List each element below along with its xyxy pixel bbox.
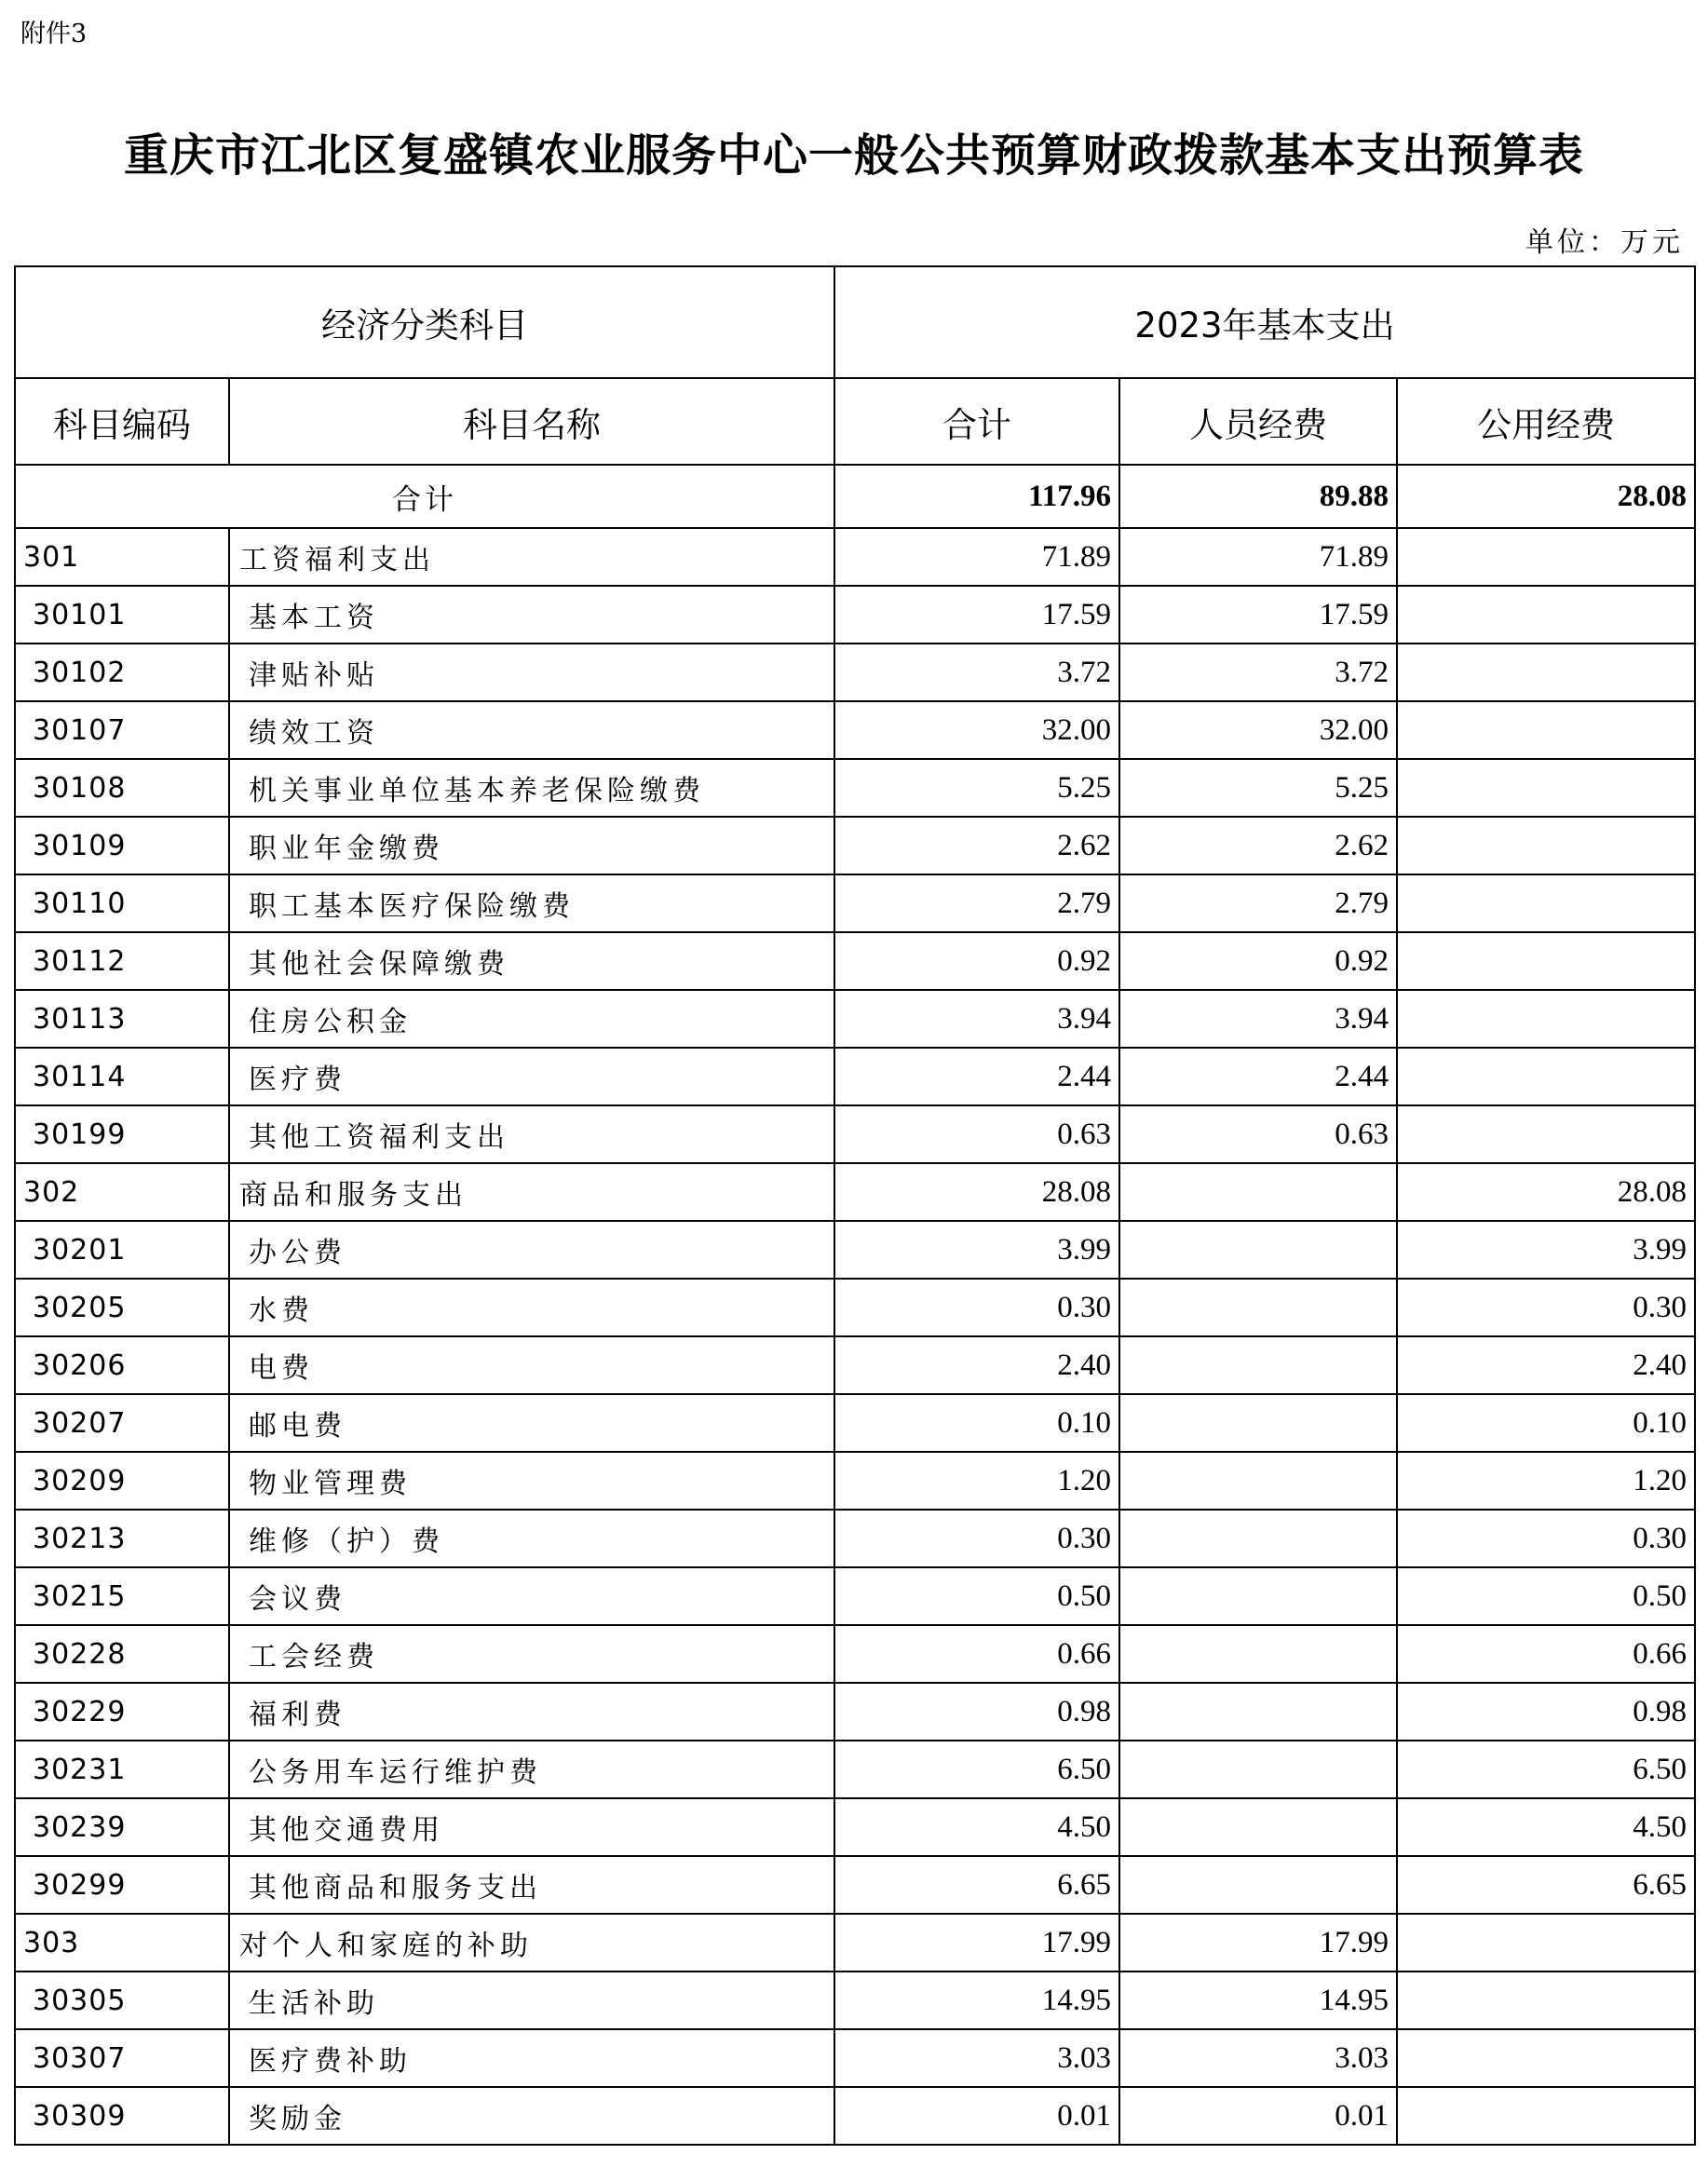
code-column-header: 科目编码 xyxy=(15,378,229,465)
row-public xyxy=(1397,759,1695,817)
row-personnel: 0.01 xyxy=(1119,2087,1397,2145)
row-public xyxy=(1397,990,1695,1048)
row-total: 0.30 xyxy=(834,1510,1119,1567)
row-total: 0.10 xyxy=(834,1394,1119,1452)
row-name: 邮电费 xyxy=(229,1394,834,1452)
table-row xyxy=(15,1048,1695,1105)
table-row xyxy=(15,932,1695,990)
row-name: 医疗费 xyxy=(229,1048,834,1105)
row-name: 津贴补贴 xyxy=(229,644,834,701)
row-personnel xyxy=(1119,1452,1397,1510)
row-name: 职业年金缴费 xyxy=(229,817,834,874)
row-code: 301 xyxy=(15,528,229,586)
row-name: 福利费 xyxy=(229,1683,834,1741)
table-row xyxy=(15,2087,1695,2145)
row-total: 3.03 xyxy=(834,2029,1119,2087)
name-column-header: 科目名称 xyxy=(229,378,834,465)
row-public xyxy=(1397,932,1695,990)
row-personnel xyxy=(1119,1510,1397,1567)
row-name: 其他商品和服务支出 xyxy=(229,1856,834,1914)
row-personnel xyxy=(1119,1798,1397,1856)
row-personnel xyxy=(1119,1336,1397,1394)
row-name: 维修（护）费 xyxy=(229,1510,834,1567)
row-code: 302 xyxy=(15,1163,229,1221)
table-row xyxy=(15,1105,1695,1163)
row-personnel: 3.03 xyxy=(1119,2029,1397,2087)
table-row xyxy=(15,1336,1695,1394)
table-row xyxy=(15,874,1695,932)
row-total: 3.72 xyxy=(834,644,1119,701)
table-row xyxy=(15,644,1695,701)
row-public: 0.98 xyxy=(1397,1683,1695,1741)
table-row xyxy=(15,1452,1695,1510)
row-name: 生活补助 xyxy=(229,1972,834,2029)
row-total: 0.98 xyxy=(834,1683,1119,1741)
row-public xyxy=(1397,874,1695,932)
row-total: 32.00 xyxy=(834,701,1119,759)
table-row xyxy=(15,1798,1695,1856)
row-personnel: 5.25 xyxy=(1119,759,1397,817)
row-name: 其他交通费用 xyxy=(229,1798,834,1856)
table-row xyxy=(15,1914,1695,1972)
row-total: 17.99 xyxy=(834,1914,1119,1972)
row-name: 住房公积金 xyxy=(229,990,834,1048)
row-name: 公务用车运行维护费 xyxy=(229,1741,834,1798)
row-code: 30207 xyxy=(15,1394,229,1452)
row-code: 30112 xyxy=(15,932,229,990)
row-total: 5.25 xyxy=(834,759,1119,817)
table-row xyxy=(15,1221,1695,1279)
row-total: 14.95 xyxy=(834,1972,1119,2029)
row-code: 30107 xyxy=(15,701,229,759)
row-public: 6.65 xyxy=(1397,1856,1695,1914)
row-public: 28.08 xyxy=(1397,1163,1695,1221)
row-personnel xyxy=(1119,1279,1397,1336)
attachment-label: 附件3 xyxy=(20,20,88,48)
row-personnel: 71.89 xyxy=(1119,528,1397,586)
table-row xyxy=(15,586,1695,644)
row-code: 30215 xyxy=(15,1567,229,1625)
table-row xyxy=(15,817,1695,874)
row-name: 物业管理费 xyxy=(229,1452,834,1510)
row-public: 3.99 xyxy=(1397,1221,1695,1279)
row-personnel: 3.72 xyxy=(1119,644,1397,701)
row-code: 30228 xyxy=(15,1625,229,1683)
row-code: 30101 xyxy=(15,586,229,644)
row-total: 0.66 xyxy=(834,1625,1119,1683)
row-code: 30108 xyxy=(15,759,229,817)
row-personnel: 17.59 xyxy=(1119,586,1397,644)
row-code: 30201 xyxy=(15,1221,229,1279)
row-public: 0.50 xyxy=(1397,1567,1695,1625)
row-total: 0.01 xyxy=(834,2087,1119,2145)
row-total: 28.08 xyxy=(834,1163,1119,1221)
table-row xyxy=(15,1972,1695,2029)
total-row-public: 28.08 xyxy=(1397,465,1695,528)
budget-table xyxy=(14,265,1696,2146)
row-personnel: 32.00 xyxy=(1119,701,1397,759)
row-code: 30239 xyxy=(15,1798,229,1856)
row-personnel: 2.79 xyxy=(1119,874,1397,932)
row-total: 0.63 xyxy=(834,1105,1119,1163)
row-name: 商品和服务支出 xyxy=(229,1163,834,1221)
row-code: 30110 xyxy=(15,874,229,932)
row-personnel: 2.62 xyxy=(1119,817,1397,874)
row-total: 2.62 xyxy=(834,817,1119,874)
row-personnel: 2.44 xyxy=(1119,1048,1397,1105)
row-public xyxy=(1397,817,1695,874)
row-public xyxy=(1397,1105,1695,1163)
row-code: 30109 xyxy=(15,817,229,874)
row-total: 6.65 xyxy=(834,1856,1119,1914)
table-row xyxy=(15,1394,1695,1452)
row-public: 0.30 xyxy=(1397,1510,1695,1567)
row-name: 奖励金 xyxy=(229,2087,834,2145)
row-name: 职工基本医疗保险缴费 xyxy=(229,874,834,932)
total-column-header: 合计 xyxy=(834,378,1119,465)
table-row xyxy=(15,701,1695,759)
row-total: 71.89 xyxy=(834,528,1119,586)
row-name: 机关事业单位基本养老保险缴费 xyxy=(229,759,834,817)
table-row xyxy=(15,759,1695,817)
row-code: 30299 xyxy=(15,1856,229,1914)
row-code: 30205 xyxy=(15,1279,229,1336)
row-public xyxy=(1397,586,1695,644)
table-row xyxy=(15,1625,1695,1683)
row-personnel: 17.99 xyxy=(1119,1914,1397,1972)
row-code: 30213 xyxy=(15,1510,229,1567)
row-public xyxy=(1397,1972,1695,2029)
row-public: 0.30 xyxy=(1397,1279,1695,1336)
row-public xyxy=(1397,528,1695,586)
row-name: 对个人和家庭的补助 xyxy=(229,1914,834,1972)
row-code: 30209 xyxy=(15,1452,229,1510)
row-name: 办公费 xyxy=(229,1221,834,1279)
row-total: 17.59 xyxy=(834,586,1119,644)
row-public xyxy=(1397,1048,1695,1105)
row-name: 其他社会保障缴费 xyxy=(229,932,834,990)
row-name: 工资福利支出 xyxy=(229,528,834,586)
row-name: 会议费 xyxy=(229,1567,834,1625)
table-row xyxy=(15,1510,1695,1567)
table-row xyxy=(15,1856,1695,1914)
table-row xyxy=(15,2029,1695,2087)
total-row-total: 117.96 xyxy=(834,465,1119,528)
row-code: 30206 xyxy=(15,1336,229,1394)
row-public: 0.10 xyxy=(1397,1394,1695,1452)
row-public: 1.20 xyxy=(1397,1452,1695,1510)
row-personnel xyxy=(1119,1683,1397,1741)
row-total: 2.79 xyxy=(834,874,1119,932)
row-code: 303 xyxy=(15,1914,229,1972)
row-name: 医疗费补助 xyxy=(229,2029,834,2087)
row-code: 30113 xyxy=(15,990,229,1048)
page-title: 重庆市江北区复盛镇农业服务中心一般公共预算财政拨款基本支出预算表 xyxy=(123,129,1584,182)
row-name: 基本工资 xyxy=(229,586,834,644)
row-name: 电费 xyxy=(229,1336,834,1394)
row-personnel xyxy=(1119,1394,1397,1452)
row-total: 6.50 xyxy=(834,1741,1119,1798)
total-row-personnel: 89.88 xyxy=(1119,465,1397,528)
row-total: 3.99 xyxy=(834,1221,1119,1279)
personnel-column-header: 人员经费 xyxy=(1119,378,1397,465)
row-code: 30102 xyxy=(15,644,229,701)
total-row-label: 合计 xyxy=(15,465,834,528)
row-total: 2.40 xyxy=(834,1336,1119,1394)
row-public: 2.40 xyxy=(1397,1336,1695,1394)
table-row xyxy=(15,1741,1695,1798)
row-public xyxy=(1397,2087,1695,2145)
row-total: 0.30 xyxy=(834,1279,1119,1336)
row-public: 4.50 xyxy=(1397,1798,1695,1856)
public-column-header: 公用经费 xyxy=(1397,378,1695,465)
row-personnel xyxy=(1119,1221,1397,1279)
row-name: 水费 xyxy=(229,1279,834,1336)
row-personnel xyxy=(1119,1163,1397,1221)
table-row xyxy=(15,990,1695,1048)
row-code: 30199 xyxy=(15,1105,229,1163)
row-public xyxy=(1397,1914,1695,1972)
row-personnel: 14.95 xyxy=(1119,1972,1397,2029)
row-name: 其他工资福利支出 xyxy=(229,1105,834,1163)
row-total: 1.20 xyxy=(834,1452,1119,1510)
row-total: 2.44 xyxy=(834,1048,1119,1105)
row-code: 30229 xyxy=(15,1683,229,1741)
table-row xyxy=(15,1279,1695,1336)
row-public: 6.50 xyxy=(1397,1741,1695,1798)
row-code: 30305 xyxy=(15,1972,229,2029)
row-personnel xyxy=(1119,1856,1397,1914)
row-public xyxy=(1397,644,1695,701)
total-row xyxy=(15,465,1695,528)
row-total: 0.92 xyxy=(834,932,1119,990)
row-code: 30114 xyxy=(15,1048,229,1105)
row-personnel: 0.63 xyxy=(1119,1105,1397,1163)
row-personnel xyxy=(1119,1741,1397,1798)
row-name: 绩效工资 xyxy=(229,701,834,759)
table-row xyxy=(15,1163,1695,1221)
row-total: 4.50 xyxy=(834,1798,1119,1856)
table-row xyxy=(15,528,1695,586)
row-public xyxy=(1397,2029,1695,2087)
year-expenditure-header: 2023年基本支出 xyxy=(834,266,1695,378)
row-personnel xyxy=(1119,1625,1397,1683)
row-name: 工会经费 xyxy=(229,1625,834,1683)
row-public xyxy=(1397,701,1695,759)
row-code: 30231 xyxy=(15,1741,229,1798)
table-row xyxy=(15,1683,1695,1741)
row-personnel xyxy=(1119,1567,1397,1625)
unit-label: 单位：万元 xyxy=(1525,226,1684,259)
table-row xyxy=(15,1567,1695,1625)
economic-category-header: 经济分类科目 xyxy=(15,266,834,378)
row-code: 30309 xyxy=(15,2087,229,2145)
row-code: 30307 xyxy=(15,2029,229,2087)
row-total: 0.50 xyxy=(834,1567,1119,1625)
row-personnel: 0.92 xyxy=(1119,932,1397,990)
row-public: 0.66 xyxy=(1397,1625,1695,1683)
row-total: 3.94 xyxy=(834,990,1119,1048)
row-personnel: 3.94 xyxy=(1119,990,1397,1048)
